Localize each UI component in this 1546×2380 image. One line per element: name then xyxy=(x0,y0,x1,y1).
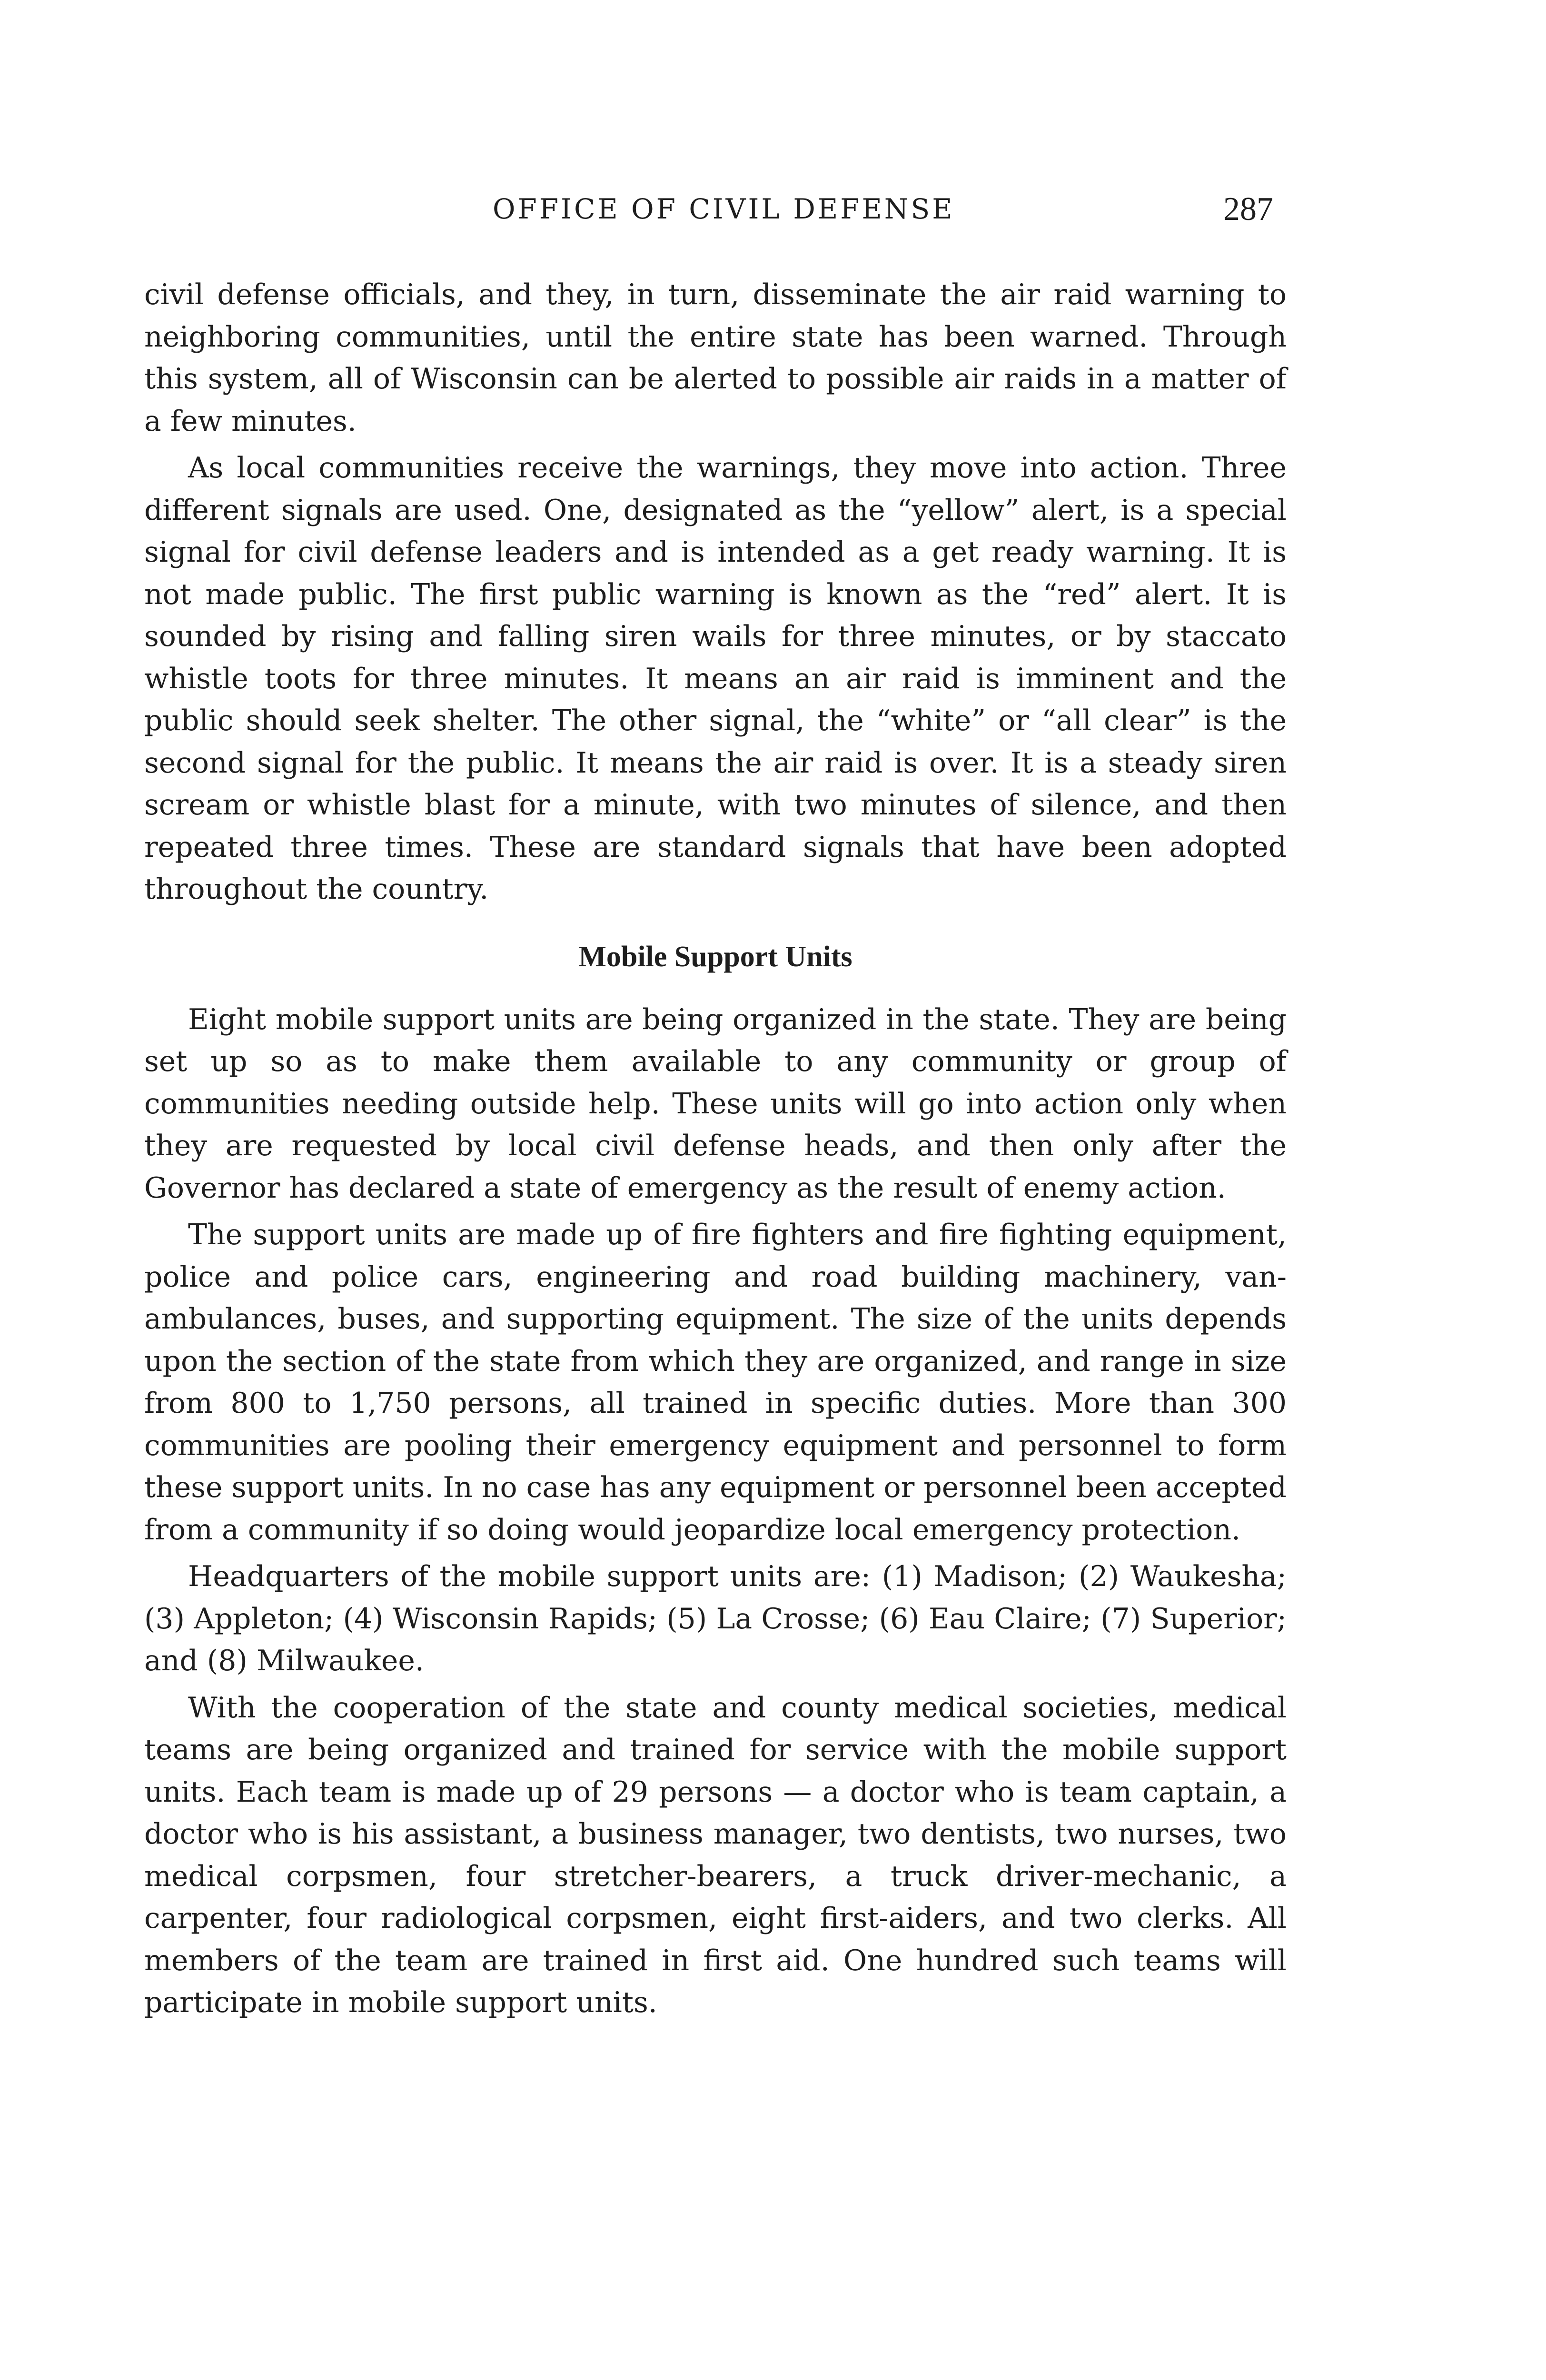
paragraph-continued: civil defense officials, and they, in turn, disseminate the air raid warning to neighboring communities, until the entire state has been warned. Through this system, all of Wisconsin can be alerted to possible air raids in a matter of a few minutes. xyxy=(144,278,1287,438)
paragraph-headquarters: Headquarters of the mobile support units are: (1) Madison; (2) Waukesha; (3) Appleton; (4) Wisconsin Rapids; (5) La Crosse; (6) Eau Claire; (7) Superior; and (8) Milwaukee. xyxy=(144,1560,1287,1677)
paragraph-support-units-composition: The support units are made up of fire fighters and fire fighting equipment, police and police cars, engineering and road building machinery, van-ambulances, buses, and supporting equipment. The size of the units depends upon the section of the state from which they are organized, and range in size from 800 to 1,750 persons, all trained in specific duties. More than 300 communities are pooling their emergency equipment and personnel to form these support units. In no case has any equipment or personnel been accepted from a community if so doing would jeopardize local emergency protection. xyxy=(144,1218,1287,1547)
paragraph-mobile-units-intro: Eight mobile support units are being organized in the state. They are being set up so as to make them available to any community or group of communities needing outside help. These units will go into action only when they are requested by local civil defense heads, and then only after the Governor has declared a state of emergency as the result of enemy action. xyxy=(144,1002,1287,1205)
paragraph-air-raid-signals: As local communities receive the warnings, they move into action. Three different signals are used. One, designated as the “yellow” alert, is a special signal for civil defense leaders and is intended as a get ready warning. It is not made public. The first public warning is known as the “red” alert. It is sounded by rising and falling siren wails for three minutes, or by staccato whistle toots for three minutes. It means an air raid is imminent and the public should seek shelter. The other signal, the “white” or “all clear” is the second signal for the public. It means the air raid is over. It is a steady siren scream or whistle blast for a minute, with two minutes of silence, and then repeated three times. These are standard signals that have been adopted throughout the country. xyxy=(144,451,1287,906)
page-number: 287 xyxy=(1223,191,1273,228)
running-head: OFFICE OF CIVIL DEFENSE xyxy=(493,193,955,225)
section-heading: Mobile Support Units xyxy=(578,940,852,973)
paragraph-medical-teams: With the cooperation of the state and county medical societies, medical teams are being organized and trained for service with the mobile support units. Each team is made up of 29 persons — a doctor who is team captain, a doctor who is his assistant, a business manager, two dentists, two nurses, two medical corpsmen, four stretcher-bearers, a truck driver-mechanic, a carpenter, four radiological corpsmen, eight first-aiders, and two clerks. All members of the team are trained in first aid. One hundred such teams will participate in mobile support units. xyxy=(144,1691,1287,2019)
body-text xyxy=(144,274,1287,2024)
